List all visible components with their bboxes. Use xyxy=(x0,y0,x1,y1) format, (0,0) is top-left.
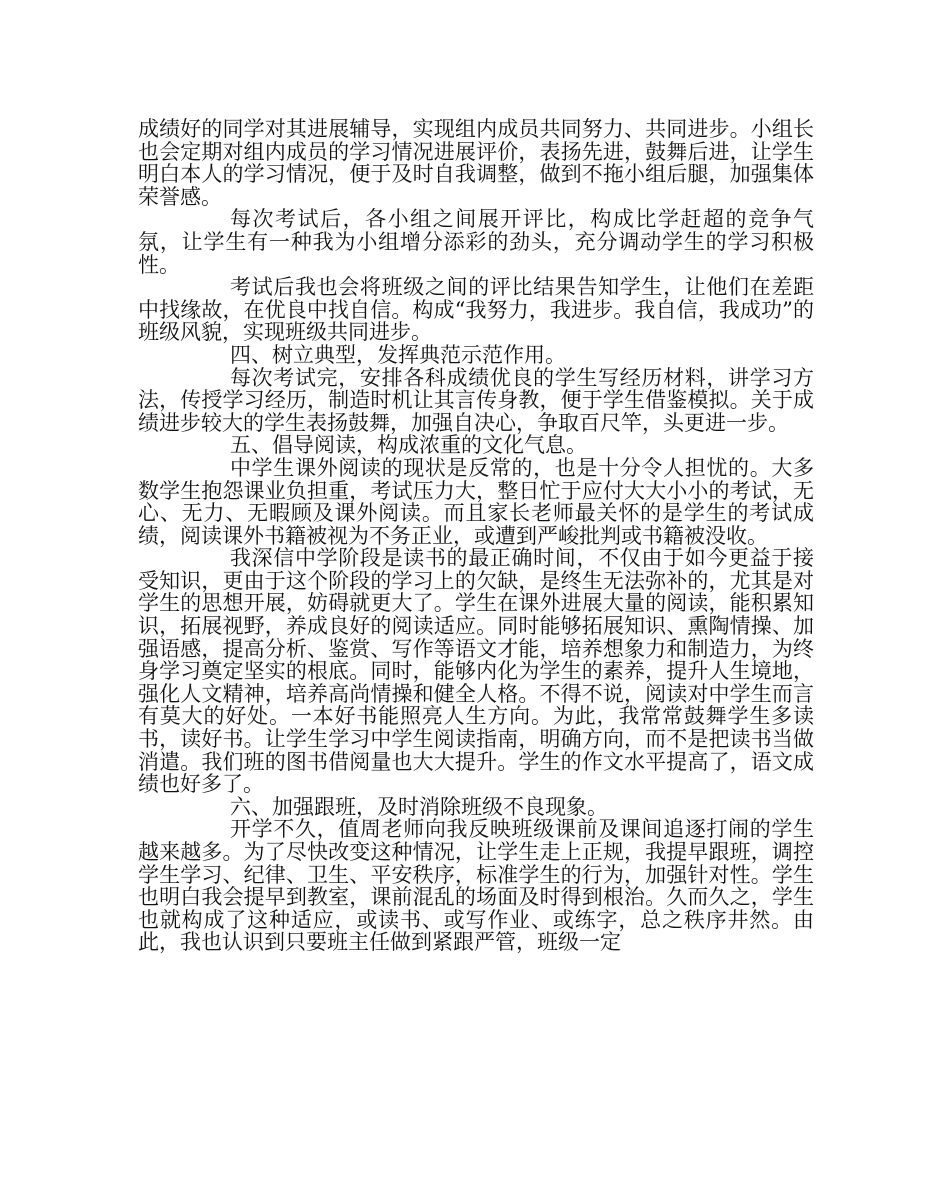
paragraph-5: 每次考试完，安排各科成绩优良的学生写经历材料，讲学习方法，传授学习经历，制造时机让其言传身教，便于学生借鉴模拟。关于成绩进步较大的学生表扬鼓舞，加强自决心，争取百尺竿，头更进一步。 xyxy=(138,365,814,435)
section-heading-5: 五、倡导阅读，构成浓重的文化气息。 xyxy=(230,433,587,458)
document-body xyxy=(138,118,814,954)
section-heading-6: 六、加强跟班，及时消除班级不良现象。 xyxy=(230,794,608,819)
paragraph-1: 成绩好的同学对其进展辅导，实现组内成员共同努力、共同进步。小组长也会定期对组内成员的学习情况进展评价，表扬先进，鼓舞后进，让学生明白本人的学习情况，便于及时自我调整，做到不拖小组后腿，加强集体荣誉感。 xyxy=(138,117,814,209)
paragraph-3: 考试后我也会将班级之间的评比结果告知学生，让他们在差距中找缘故，在优良中找自信。构成“我努力，我进步。我自信，我成功”的班级风貌，实现班级共同进步。 xyxy=(138,275,814,345)
paragraph-2: 每次考试后，各小组之间展开评比，构成比学赶超的竞争气氛，让学生有一种我为小组增分添彩的劲头，充分调动学生的学习积极性。 xyxy=(138,207,814,277)
paragraph-10: 开学不久，值周老师向我反映班级课前及课间追逐打闹的学生越来越多。为了尽快改变这种情况，让学生走上正规，我提早跟班，调控学生学习、纪律、卫生、平安秩序，标准学生的行为，加强针对性。学生也明白我会提早到教室，课前混乱的场面及时得到根治。久而久之，学生也就构成了这种适应，或读书、或写作业、或练字，总之秩序井然。由此，我也认识到只要班主任做到紧跟严管，班级一定 xyxy=(138,817,814,955)
section-heading-4: 四、树立典型，发挥典范示范作用。 xyxy=(230,342,566,367)
paragraph-7: 中学生课外阅读的现状是反常的，也是十分令人担忧的。大多数学生抱怨课业负担重，考试压力大，整日忙于应付大大小小的考试，无心、无力、无暇顾及课外阅读。而且家长老师最关怀的是学生的考试成绩，阅读课外书籍被视为不务正业，或遭到严峻批判或书籍被没收。 xyxy=(138,455,814,548)
paragraph-8: 我深信中学阶段是读书的最正确时间，不仅由于如今更益于接受知识，更由于这个阶段的学习上的欠缺，是终生无法弥补的，尤其是对学生的思想开展，妨碍就更大了。学生在课外进展大量的阅读，能积累知识，拓展视野，养成良好的阅读适应。同时能够拓展知识、熏陶情操、加强语感，提高分析、鉴赏、写作等语文才能，培养想象力和制造力，为终身学习奠定坚实的根底。同时，能够内化为学生的素养，提升人生境地，强化人文精神，培养高尚情操和健全人格。不得不说，阅读对中学生而言有莫大的好处。一本好书能照亮人生方向。为此，我常常鼓舞学生多读书，读好书。让学生学习中学生阅读指南，明确方向，而不是把读书当做消遣。我们班的图书借阅量也大大提升。学生的作文水平提高了，语文成绩也好多了。 xyxy=(138,546,814,797)
